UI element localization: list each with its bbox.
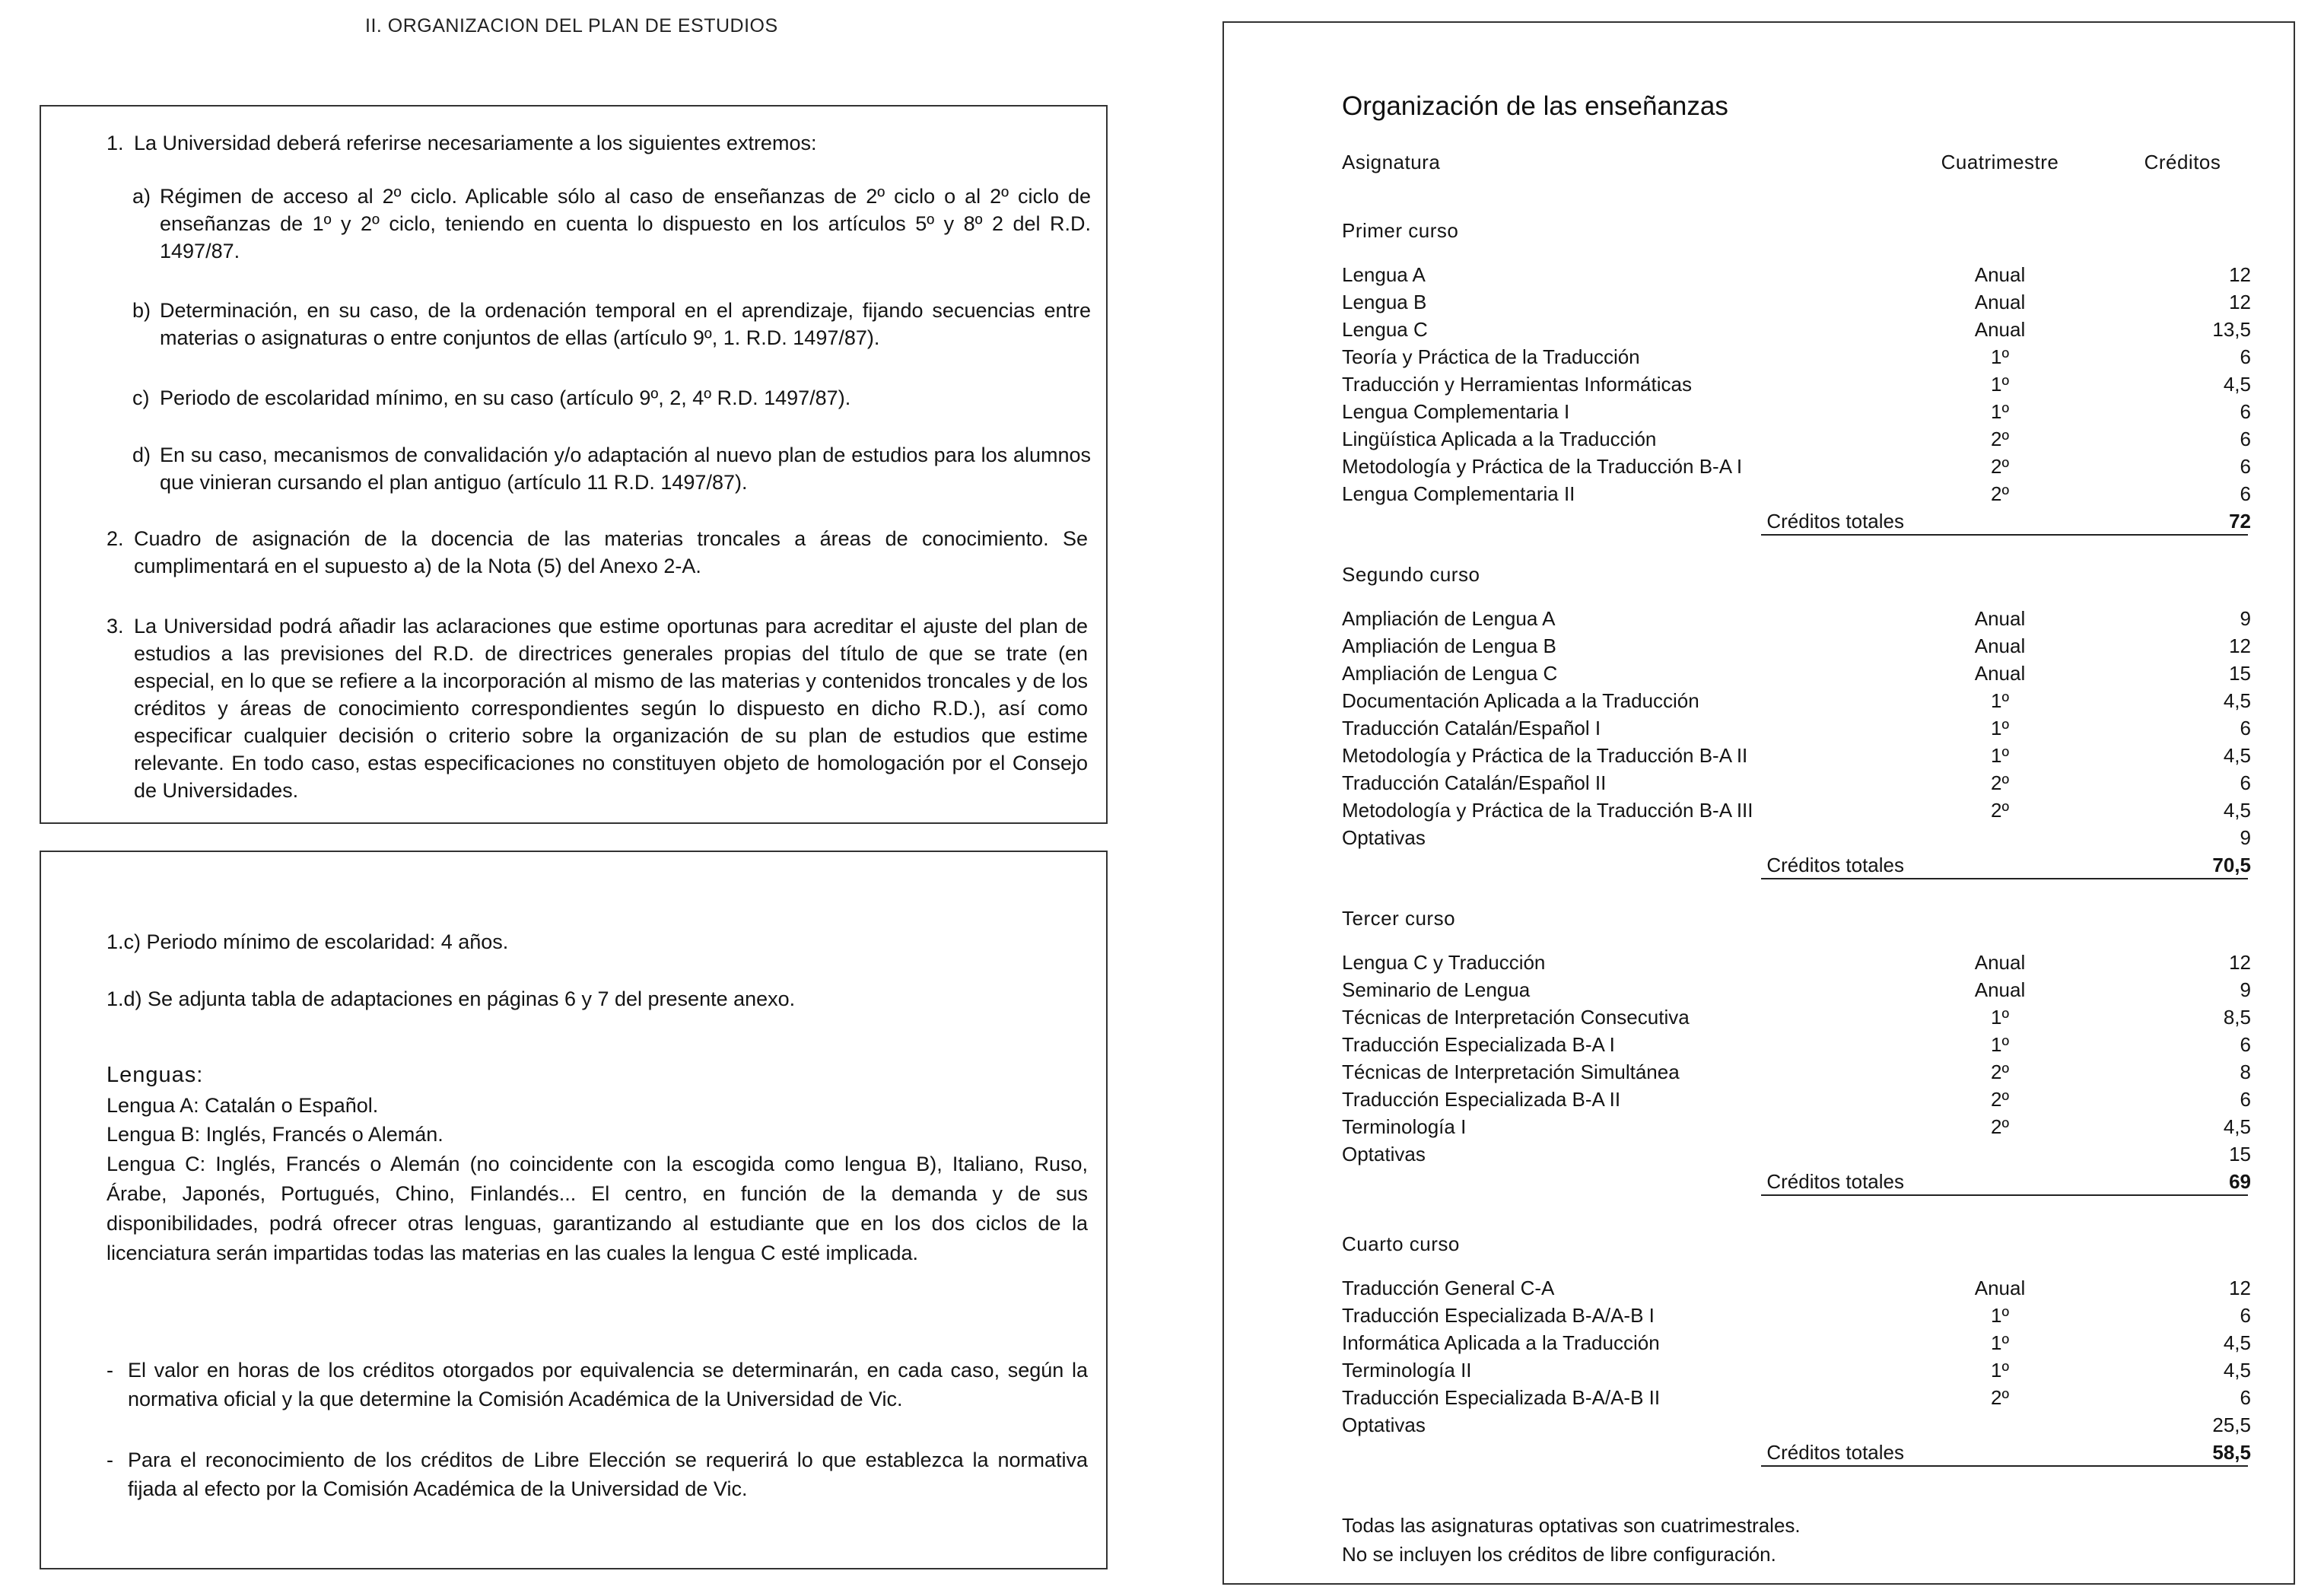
item-letter: c) [132,386,150,409]
creditos-cell: 25,5 [2212,1414,2251,1436]
table-row [1224,769,2297,797]
creditos-cell: 6 [2240,1088,2251,1111]
page-title: II. ORGANIZACION DEL PLAN DE ESTUDIOS [365,15,778,37]
total-label: Créditos totales [1766,854,1904,876]
item-1d [132,441,1091,496]
cuatrimestre-cell: Anual [1974,318,2026,341]
course-organization-box [1222,21,2295,1585]
header-creditos: Créditos [2144,151,2221,173]
item-letter: b) [132,299,151,322]
asignatura-cell: Lingüística Aplicada a la Traducción [1342,428,1657,450]
cuatrimestre-cell: 2º [1991,1386,2009,1409]
cuatrimestre-cell: 1º [1991,400,2009,423]
creditos-cell: 6 [2240,428,2251,450]
note-creditos-equivalencia [107,1356,1088,1414]
item-text: Determinación, en su caso, de la ordenación temporal en el aprendizaje, fijando secuencias entre materias o asignaturas o entre conjuntos de ellas (artículo 9º, 1. R.D. 1497/87). [160,299,1091,349]
cuatrimestre-cell: 2º [1991,1088,2009,1111]
table-row [1224,453,2297,480]
item-text: Cuadro de asignación de la docencia de las materias troncales a áreas de conocimiento. Se cumplimentará en el supuesto a) de la Nota (5) del Anexo 2-A. [134,527,1088,577]
total-value: 69 [2229,1170,2251,1193]
creditos-cell: 6 [2240,1304,2251,1327]
asignatura-cell: Traducción Especializada B-A I [1342,1033,1615,1056]
creditos-cell: 6 [2240,455,2251,478]
asignatura-cell: Lengua B [1342,291,1427,313]
item-letter: a) [132,185,151,208]
cuatrimestre-cell: Anual [1974,634,2026,657]
asignatura-cell: Traducción y Herramientas Informáticas [1342,373,1692,396]
header-cuatrimestre: Cuatrimestre [1941,151,2059,173]
creditos-cell: 6 [2240,345,2251,368]
asignatura-cell: Traducción General C-A [1342,1277,1555,1299]
creditos-cell: 6 [2240,1386,2251,1409]
item-3 [107,612,1088,804]
cuatrimestre-cell: Anual [1974,951,2026,974]
cuatrimestre-cell: Anual [1974,662,2026,685]
table-row [1224,1356,2297,1384]
table-row [1224,742,2297,769]
cuatrimestre-cell: 2º [1991,771,2009,794]
asignatura-cell: Lengua Complementaria II [1342,482,1575,505]
table-row [1224,261,2297,288]
table-row [1224,1384,2297,1411]
asignatura-cell: Lengua C y Traducción [1342,951,1546,974]
table-row [1224,1329,2297,1356]
table-row [1224,949,2297,976]
creditos-cell: 4,5 [2223,373,2251,396]
table-row [1224,976,2297,1003]
creditos-cell: 6 [2240,771,2251,794]
cuatrimestre-cell: 1º [1991,744,2009,767]
cuatrimestre-cell: 1º [1991,1304,2009,1327]
table-row [1224,370,2297,398]
course-title: Segundo curso [1342,563,1480,586]
cuatrimestre-cell: Anual [1974,978,2026,1001]
asignatura-cell: Ampliación de Lengua B [1342,634,1556,657]
total-row [1224,851,2297,879]
course-title: Cuarto curso [1342,1232,1460,1255]
table-row [1224,632,2297,660]
creditos-cell: 12 [2229,291,2251,313]
total-value: 58,5 [2212,1441,2251,1464]
cuatrimestre-cell: Anual [1974,291,2026,313]
cuatrimestre-cell: 2º [1991,1115,2009,1138]
creditos-cell: 15 [2229,1143,2251,1165]
asignatura-cell: Metodología y Práctica de la Traducción B-A III [1342,799,1753,822]
total-label: Créditos totales [1766,510,1904,533]
asignatura-cell: Metodología y Práctica de la Traducción B-A II [1342,744,1748,767]
total-row [1224,1168,2297,1195]
table-row [1224,1140,2297,1168]
item-2 [107,525,1088,580]
item-number: 2. [107,527,124,550]
item-number: 1. [107,132,124,154]
table-row [1224,1031,2297,1058]
cuatrimestre-cell: Anual [1974,263,2026,286]
asignatura-cell: Seminario de Lengua [1342,978,1531,1001]
dash-bullet: - [107,1359,113,1382]
organization-title: Organización de las enseñanzas [1342,91,1728,121]
asignatura-cell: Optativas [1342,1143,1426,1165]
table-row [1224,1274,2297,1302]
cuatrimestre-cell: 2º [1991,482,2009,505]
asignatura-cell: Optativas [1342,826,1426,849]
asignatura-cell: Técnicas de Interpretación Simultánea [1342,1061,1680,1083]
note-text: El valor en horas de los créditos otorgados por equivalencia se determinarán, en cada caso, según la normativa oficial y la que determine la Comisión Académica de la Universidad de Vic. [128,1359,1088,1410]
item-text: En su caso, mecanismos de convalidación y/o adaptación al nuevo plan de estudios para los alumnos que vinieran cursando el plan antiguo (artículo 11 R.D. 1497/87). [160,444,1091,494]
dash-bullet: - [107,1448,113,1471]
cuatrimestre-cell: 1º [1991,345,2009,368]
total-row [1224,1439,2297,1466]
cuatrimestre-cell: 1º [1991,1006,2009,1029]
table-row [1224,1058,2297,1086]
table-row [1224,1086,2297,1113]
table-row [1224,1411,2297,1439]
table-row [1224,288,2297,316]
creditos-cell: 12 [2229,634,2251,657]
total-underline [1761,1465,2248,1467]
cuatrimestre-cell: 2º [1991,428,2009,450]
cuatrimestre-cell: 1º [1991,717,2009,739]
asignatura-cell: Ampliación de Lengua A [1342,607,1556,630]
lengua-a-line: Lengua A: Catalán o Español. [107,1094,379,1117]
asignatura-cell: Ampliación de Lengua C [1342,662,1558,685]
lengua-b-line: Lengua B: Inglés, Francés o Alemán. [107,1123,443,1146]
footnote-optativas: Todas las asignaturas optativas son cuatrimestrales. [1342,1514,1801,1537]
note-text: Para el reconocimiento de los créditos de Libre Elección se requerirá lo que establezca la normativa fijada al efecto por la Comisión Académica de la Universidad de Vic. [128,1448,1088,1500]
cuatrimestre-cell: 1º [1991,1331,2009,1354]
item-text: La Universidad deberá referirse necesariamente a los siguientes extremos: [134,132,817,154]
footnote-libre-configuracion: No se incluyen los créditos de libre configuración. [1342,1543,1776,1566]
item-text: La Universidad podrá añadir las aclaraciones que estime oportunas para acreditar el ajuste del plan de estudios a las previsiones del R.D. de directrices generales propias del título de que se trate (en especial, en lo que se refiere a la incorporación al mismo de las materias y contenidos troncales y de los créditos y áreas de conocimiento correspondientes según lo dispuesto en dicho R.D.), así como especificar cualquier decisión o criterio sobre la organización de su plan de estudios que estime relevante. En todo caso, estas especificaciones no constituyen objeto de homologación por el Consejo de Universidades. [134,615,1088,802]
instructions-box [40,105,1108,824]
asignatura-cell: Lengua A [1342,263,1426,286]
creditos-cell: 6 [2240,717,2251,739]
total-label: Créditos totales [1766,1170,1904,1193]
asignatura-cell: Documentación Aplicada a la Traducción [1342,689,1699,712]
creditos-cell: 6 [2240,1033,2251,1056]
cuatrimestre-cell: 1º [1991,1359,2009,1382]
table-row [1224,425,2297,453]
item-text: Régimen de acceso al 2º ciclo. Aplicable sólo al caso de enseñanzas de 2º ciclo o al 2º ciclo de enseñanzas de 1º y 2º ciclo, teniendo en cuenta lo dispuesto en los artículos 5º y 8º 2 del R.D. 1497/87. [160,185,1091,262]
cuatrimestre-cell: Anual [1974,1277,2026,1299]
creditos-cell: 6 [2240,482,2251,505]
lenguas-heading: Lenguas: [107,1063,204,1087]
total-label: Créditos totales [1766,1441,1904,1464]
cuatrimestre-cell: 1º [1991,1033,2009,1056]
lengua-c-paragraph: Lengua C: Inglés, Francés o Alemán (no coincidente con la escogida como lengua B), Italiano, Ruso, Árabe, Japonés, Portugués, Chino, Finlandés... El centro, en función de la demanda y de sus disponibilidades, podrá ofrecer otras lenguas, garantizando al estudiante que en los dos ciclos de la licenciatura serán impartidas todas las materias en las cuales la lengua C esté implicada. [107,1153,1088,1264]
table-row [1224,316,2297,343]
item-1a [132,183,1091,265]
table-row [1224,605,2297,632]
asignatura-cell: Metodología y Práctica de la Traducción B-A I [1342,455,1743,478]
asignatura-cell: Traducción Especializada B-A/A-B II [1342,1386,1661,1409]
asignatura-cell: Traducción Catalán/Español I [1342,717,1601,739]
item-letter: d) [132,444,151,466]
creditos-cell: 4,5 [2223,744,2251,767]
creditos-cell: 4,5 [2223,1359,2251,1382]
creditos-cell: 9 [2240,978,2251,1001]
creditos-cell: 8,5 [2223,1006,2251,1029]
table-row [1224,714,2297,742]
university-answers-box [40,851,1108,1569]
table-row [1224,687,2297,714]
creditos-cell: 13,5 [2212,318,2251,341]
answer-1d: 1.d) Se adjunta tabla de adaptaciones en páginas 6 y 7 del presente anexo. [107,987,796,1010]
cuatrimestre-cell: 1º [1991,373,2009,396]
table-row [1224,660,2297,687]
creditos-cell: 15 [2229,662,2251,685]
cuatrimestre-cell: Anual [1974,607,2026,630]
asignatura-cell: Informática Aplicada a la Traducción [1342,1331,1660,1354]
item-1c [132,384,1091,412]
creditos-cell: 9 [2240,826,2251,849]
asignatura-cell: Traducción Especializada B-A/A-B I [1342,1304,1655,1327]
asignatura-cell: Traducción Especializada B-A II [1342,1088,1621,1111]
asignatura-cell: Teoría y Práctica de la Traducción [1342,345,1640,368]
cuatrimestre-cell: 1º [1991,689,2009,712]
asignatura-cell: Lengua C [1342,318,1428,341]
creditos-cell: 12 [2229,263,2251,286]
cuatrimestre-cell: 2º [1991,799,2009,822]
cuatrimestre-cell: 2º [1991,455,2009,478]
table-row [1224,1003,2297,1031]
creditos-cell: 9 [2240,607,2251,630]
total-underline [1761,1194,2248,1196]
creditos-cell: 6 [2240,400,2251,423]
course-title: Primer curso [1342,219,1459,242]
table-row [1224,1302,2297,1329]
creditos-cell: 4,5 [2223,1331,2251,1354]
asignatura-cell: Traducción Catalán/Español II [1342,771,1607,794]
item-1 [107,129,1088,157]
creditos-cell: 4,5 [2223,689,2251,712]
total-underline [1761,534,2248,536]
table-row [1224,398,2297,425]
total-underline [1761,878,2248,879]
creditos-cell: 12 [2229,951,2251,974]
item-text: Periodo de escolaridad mínimo, en su caso (artículo 9º, 2, 4º R.D. 1497/87). [160,386,851,409]
table-row [1224,480,2297,507]
table-row [1224,824,2297,851]
asignatura-cell: Técnicas de Interpretación Consecutiva [1342,1006,1690,1029]
creditos-cell: 4,5 [2223,1115,2251,1138]
asignatura-cell: Lengua Complementaria I [1342,400,1570,423]
answer-1c: 1.c) Periodo mínimo de escolaridad: 4 años. [107,930,509,953]
table-row [1224,1113,2297,1140]
item-1b [132,297,1091,351]
asignatura-cell: Terminología I [1342,1115,1467,1138]
total-row [1224,507,2297,535]
header-asignatura: Asignatura [1342,151,1441,173]
asignatura-cell: Optativas [1342,1414,1426,1436]
creditos-cell: 4,5 [2223,799,2251,822]
note-libre-eleccion [107,1445,1088,1503]
asignatura-cell: Terminología II [1342,1359,1472,1382]
table-row [1224,343,2297,370]
course-title: Tercer curso [1342,907,1456,930]
cuatrimestre-cell: 2º [1991,1061,2009,1083]
item-number: 3. [107,615,124,638]
total-value: 70,5 [2212,854,2251,876]
total-value: 72 [2229,510,2251,533]
creditos-cell: 12 [2229,1277,2251,1299]
table-row [1224,797,2297,824]
creditos-cell: 8 [2240,1061,2251,1083]
